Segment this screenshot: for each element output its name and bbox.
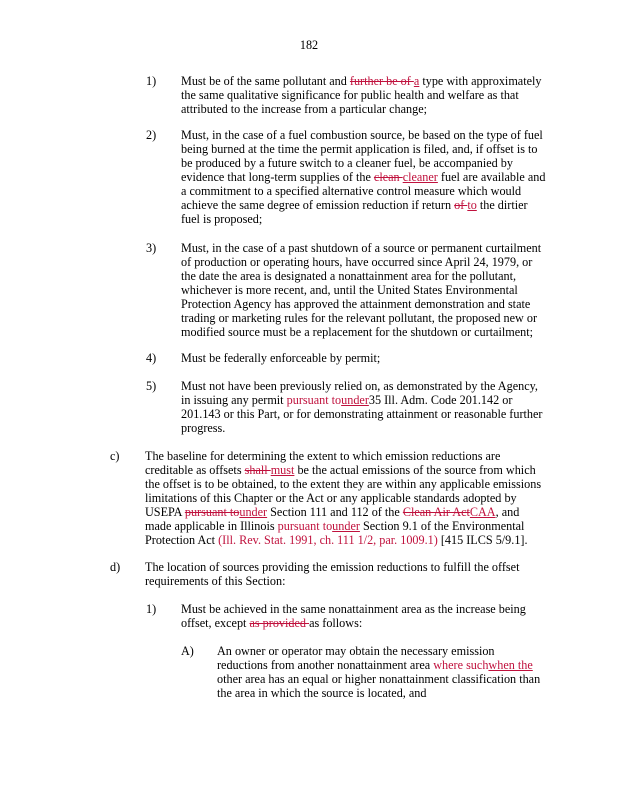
- page-number: 182: [299, 38, 319, 52]
- item-text: Must be federally enforceable by permit;: [181, 351, 381, 365]
- item-text: Must, in the case of a past shutdown of a source or permanent curtailment of production or operating hours, have occurred since April 24, 1979, or the date the area is designated a nonattainment area for the pollutant, whichever is more recent, and, until the United States Environmental Protection Agency has approved the attainment demonstration and state trading or marketing rules for the relevant pollutant, the proposed new or modified source must be a replacement for the shutdown or curtailment;: [181, 241, 542, 339]
- item-text: Must, in the case of a fuel combustion source, be based on the type of fuel being burned at the time the permit application is filed, and, if offset is to be produced by a future switch to a cleaner fuel, be accompanied by evidence that long-term supplies of the clean cleaner fuel are available and a commitment to a specified alternative control measure which would achieve the same degree of emission reduction if return of to the dirtier fuel is proposed;: [181, 128, 546, 226]
- item-label: 3): [146, 241, 157, 255]
- section-label: d): [110, 560, 121, 574]
- item-text: Must be achieved in the same nonattainment area as the increase being offset, except as provided as follows:: [181, 602, 526, 630]
- item-label: 5): [146, 379, 157, 393]
- sub-item-text: An owner or operator may obtain the necessary emission reductions from another nonattainment area where suchwhen the other area has an equal or higher nonattainment classification than the area in which the source is located, and: [217, 644, 541, 700]
- item-label: 2): [146, 128, 157, 142]
- section-text: The location of sources providing the emission reductions to fulfill the offset requirements of this Section:: [145, 560, 520, 588]
- section-label: c): [110, 449, 120, 463]
- sub-item-label: A): [181, 644, 194, 658]
- item-label: 1): [146, 602, 157, 616]
- item-label: 4): [146, 351, 157, 365]
- section-text: The baseline for determining the extent to which emission reductions are creditable as offsets shall must be the actual emissions of the source from which the offset is to be obtained, to the extent they are within any applicable emissions limitations of this Chapter or the Act or any applicable standards adopted by USEPA pursuant tounder Section 111 and 112 of the Clean Air ActCAA, and made applicable in Illinois pursuant tounder Section 9.1 of the Environmental Protection Act (Ill. Rev. Stat. 1991, ch. 111 1/2, par. 1009.1) [415 ILCS 5/9.1].: [145, 449, 542, 547]
- item-label: 1): [146, 74, 157, 88]
- item-text: Must be of the same pollutant and further be of a type with approximately the same qualitative significance for public health and welfare as that attributed to the increase from a particular change;: [181, 74, 542, 116]
- item-text: Must not have been previously relied on, as demonstrated by the Agency, in issuing any permit pursuant tounder35 Ill. Adm. Code 201.142 or 201.143 or this Part, or for demonstrating attainment or reasonable further progress.: [181, 379, 543, 435]
